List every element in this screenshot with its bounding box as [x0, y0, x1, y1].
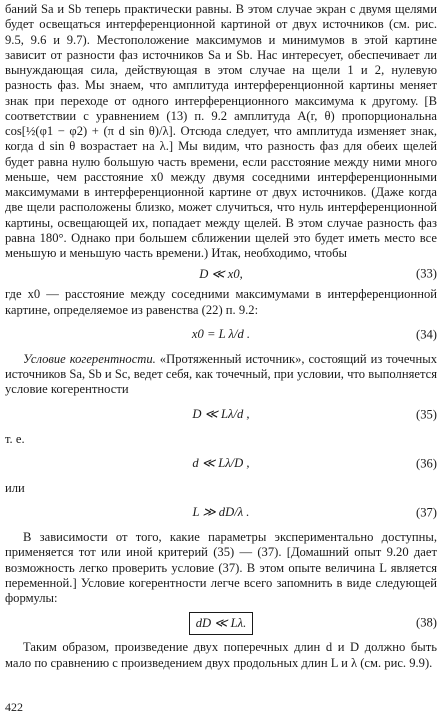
word-ili: или: [5, 480, 25, 495]
equation-37-formula: L ≫ dD/λ .: [192, 505, 250, 520]
page-number: 422: [5, 700, 23, 714]
paragraph-5: Таким образом, произведение двух поперечных длин d и D должно быть мало по сравнению с произведением двух продольных длин L и λ (см. рис. 9.9).: [5, 640, 437, 670]
equation-34: [5, 318, 437, 352]
paragraph-2: где x0 — расстояние между соседними максимумами в интерференционной картине, определяемое из равенства (22) п. 9.2:: [5, 287, 437, 317]
paragraph-3-body: «Протяженный источник», состоящий из точечных источников Sa, Sb и Sc, ведет себя, как точечный, при условии, что выполняется условие когерентности: [5, 351, 437, 397]
paragraph-3: [5, 352, 437, 398]
equation-35: [5, 398, 437, 432]
equation-34-number: (34): [416, 327, 437, 342]
equation-38-boxed-formula: dD ≪ Lλ.: [189, 612, 253, 635]
equation-38: [5, 606, 437, 640]
paragraph-4: В зависимости от того, какие параметры экспериментально доступны, применяется тот или иной критерий (35) — (37). [Домашний опыт 9.20 дает возможность легко проверить условие (37). В этом опыте величина L является переменной.] Условие когерентности легче всего запомнить в виде следующей формулы:: [5, 530, 437, 605]
equation-33-formula: D ≪ x0,: [199, 266, 243, 281]
equation-33: [5, 261, 437, 287]
text-column: [5, 2, 437, 671]
equation-37: [5, 496, 437, 530]
paragraph-1: баний Sa и Sb теперь практически равны. В этом случае экран с двумя щелями будет освещаться интерференционной картиной от двух источников (см. рис. 9.5, 9.6 и 9.7). Местоположение максимумов и минимумов в этой картине зависит от разности фаз источников Sa и Sb. Нас интересует, обеспечивает ли вынуждающая сила, действующая в этом случае на щели 1 и 2, нулевую разность фаз. Мы знаем, что амплитуда интерференционной картины меняет знак при переходе от одного интерференционного максимума к другому. [В соответствии с уравнением (13) п. 9.2 амплитуда A(r, θ) пропорциональна cos[½(φ1 − φ2) + (π d sin θ)/λ]. Отсюда следует, что амплитуда изменяет знак, когда d sin θ возрастает на λ.] Мы видим, что разность фаз для обеих щелей будет равна нулю большую часть времени, если расстояние между ними много меньше, чем расстояние x0 между двумя соседними интерференционными максимумами в интерференционной картине от двух источников. (Даже когда две щели расположены близко, может случиться, что нуль интерференционной картины, освещающей их, попадает между щелей. В этом случае разность фаз равна 180°. Однако при большем сближении щелей это будет иметь место все меньшую и меньшую часть времени.) Итак, необходимо, чтобы: [5, 2, 437, 260]
equation-38-number: (38): [416, 615, 437, 630]
equation-37-number: (37): [416, 505, 437, 520]
section-title-coherence: Условие когерентности.: [23, 351, 156, 366]
equation-34-formula: x0 = L λ/d .: [191, 327, 251, 342]
equation-35-number: (35): [416, 406, 437, 421]
equation-33-number: (33): [416, 266, 437, 281]
equation-36: [5, 447, 437, 481]
word-te: т. е.: [5, 431, 25, 446]
equation-36-number: (36): [416, 456, 437, 471]
equation-36-formula: d ≪ Lλ/D ,: [192, 456, 250, 471]
equation-35-formula: D ≪ Lλ/d ,: [192, 406, 250, 421]
